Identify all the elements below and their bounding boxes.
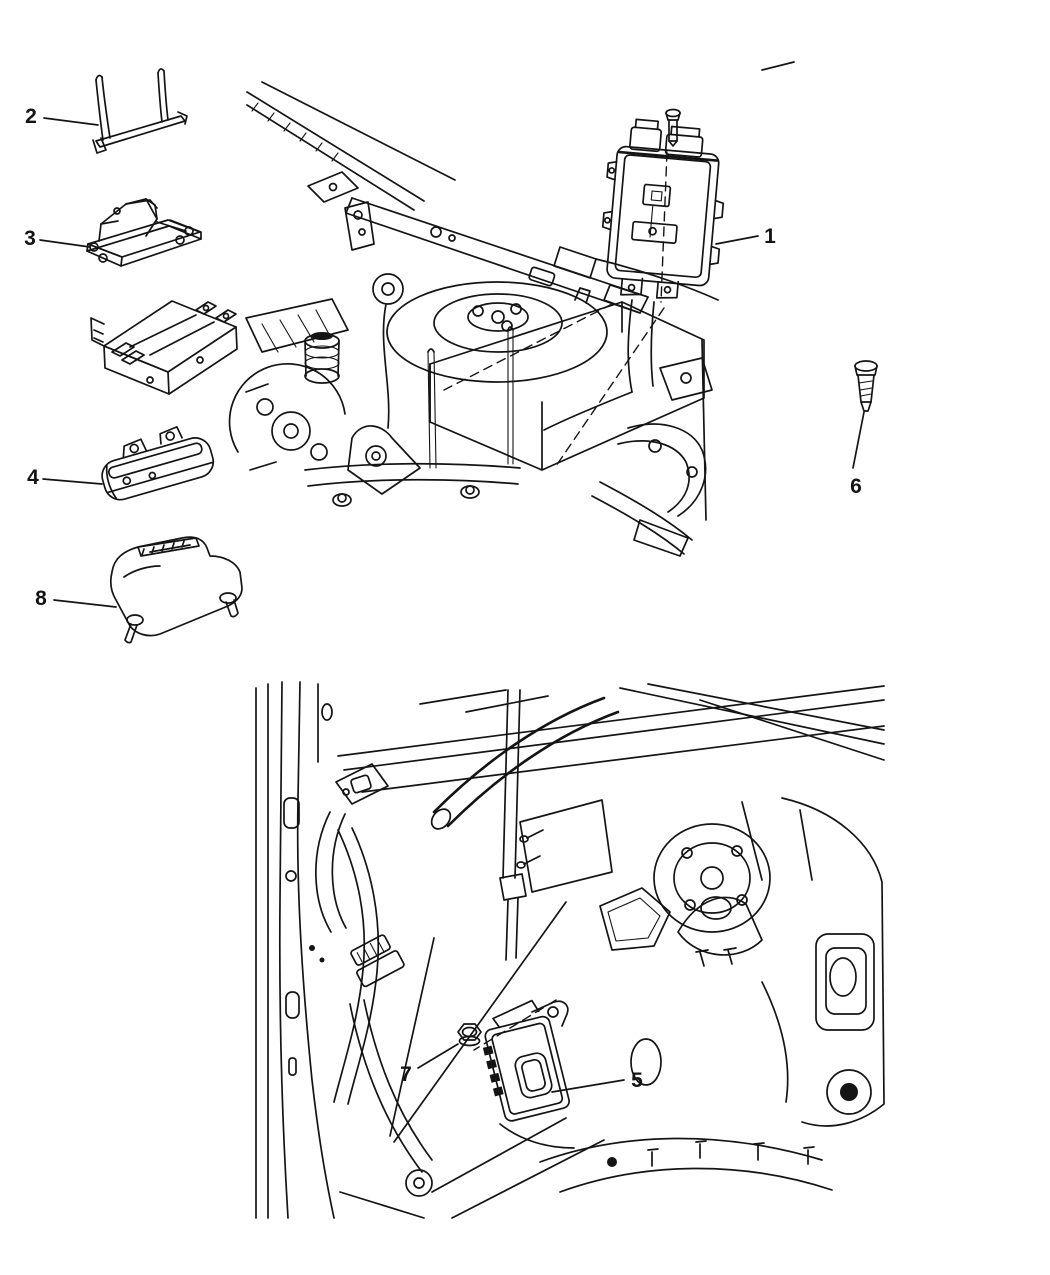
part-2-rod-bracket-drawing xyxy=(93,69,187,153)
firewall-illustration xyxy=(256,682,884,1218)
engine-control-module-drawing xyxy=(597,117,730,303)
callout-5-label: 5 xyxy=(631,1069,643,1092)
bolt-6-drawing xyxy=(855,361,877,411)
callout-6-label: 6 xyxy=(850,475,862,498)
part-8-shield-plate-drawing xyxy=(111,537,242,643)
callout-7-label: 7 xyxy=(400,1063,412,1086)
callout-1-label: 1 xyxy=(764,225,776,248)
nut-7-drawing xyxy=(458,1024,481,1046)
module-thumbnail-drawing xyxy=(91,301,237,394)
callout-2-label: 2 xyxy=(25,105,37,128)
callout-3-label: 3 xyxy=(24,227,36,250)
engine-bay-illustration xyxy=(230,62,794,556)
part-4-bracket-drawing xyxy=(94,420,217,504)
callout-4-label: 4 xyxy=(27,466,39,489)
part-3-cover-drawing xyxy=(87,199,201,266)
callout-8-label: 8 xyxy=(35,587,47,610)
callout-leader-lines xyxy=(40,118,864,1092)
